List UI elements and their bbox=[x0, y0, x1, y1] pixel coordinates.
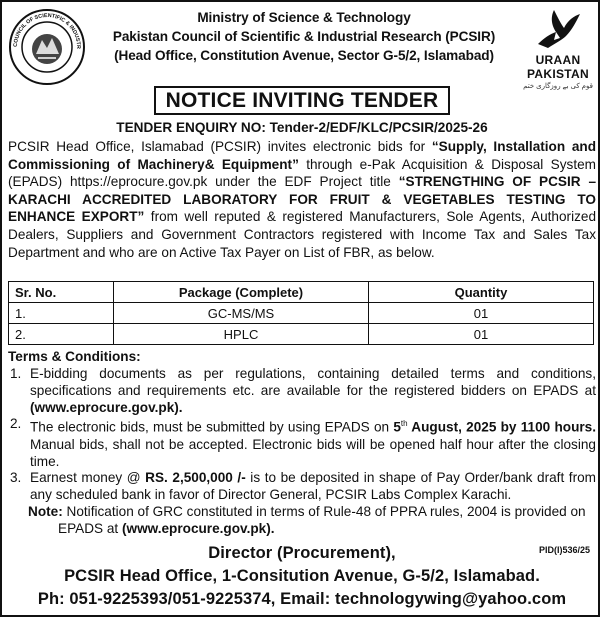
intro-bold-2: “STRENGTHING OF PCSIR –KARACHI ACCREDITED LABORATORY FOR FRUIT & VEGETABLES TESTING TO ENHANCE EXPORT” bbox=[8, 174, 597, 225]
term-text: is to be deposited in shape of Pay Order/bank draft from any scheduled bank in favor of Director General, PCSIR Labs Complex Karachi. bbox=[30, 470, 596, 503]
intro-bold-1: “Supply, Installation and Commissioning of Machinery& Equipment” bbox=[8, 139, 596, 172]
eagle-icon bbox=[534, 8, 582, 52]
table-header-row bbox=[9, 282, 594, 303]
note-label: Note: bbox=[28, 503, 63, 519]
row-package: GC-MS/MS bbox=[114, 303, 369, 324]
tender-enquiry-no: TENDER ENQUIRY NO: Tender-2/EDF/KLC/PCSIR/2025-26 bbox=[116, 120, 488, 135]
intro-text-2: through e-Pak Acquisition & Disposal System (EPADS) https://eprocure.gov.pk under the EDF Project title bbox=[8, 156, 596, 190]
term-text: The electronic bids, must be submitted by using EPADS on bbox=[30, 419, 394, 435]
term-item bbox=[8, 366, 596, 416]
seal-text: COUNCIL OF SCIENTIFIC & INDUSTR bbox=[12, 12, 82, 49]
term-item bbox=[8, 470, 596, 504]
footer-contact: Ph: 051-9225393/051-9225374, Email: technologywing@yahoo.com bbox=[37, 590, 567, 608]
header-sr-no: Sr. No. bbox=[9, 282, 114, 303]
term-text: Earnest money @ bbox=[30, 470, 146, 486]
uraan-pakistan-logo bbox=[518, 8, 598, 92]
title-wrap bbox=[2, 86, 600, 115]
council-name: Pakistan Council of Scientific & Industrial Research (PCSIR) bbox=[112, 29, 496, 44]
footer-block bbox=[2, 542, 600, 611]
intro-paragraph bbox=[8, 138, 596, 261]
term-text: E-bidding documents as per regulations, containing detailed terms and conditions, specifications and requirements etc. are available for the registered bidders on EPADS at bbox=[30, 366, 596, 398]
header-package: Package (Complete) bbox=[114, 282, 369, 303]
deadline-day-suffix: th bbox=[400, 419, 408, 429]
header-quantity: Quantity bbox=[369, 282, 594, 303]
header-block bbox=[94, 8, 514, 65]
logo-pakistan: PAKISTAN bbox=[527, 67, 589, 81]
row-quantity: 01 bbox=[369, 324, 594, 345]
footer-director: Director (Procurement), bbox=[208, 544, 396, 562]
row-quantity: 01 bbox=[369, 303, 594, 324]
term-number: 2. bbox=[10, 416, 22, 432]
notice-title: NOTICE INVITING TENDER bbox=[154, 86, 451, 115]
terms-heading: Terms & Conditions: bbox=[8, 349, 141, 364]
note bbox=[8, 504, 596, 538]
term-text: Manual bids, shall not be accepted. Electronic bids will be opened half hour after the closing time. bbox=[30, 436, 596, 469]
pid-number: PID(I)536/25 bbox=[538, 545, 590, 555]
term-item bbox=[8, 416, 596, 470]
deadline-date: August, 2025 by 1100 hours. bbox=[407, 419, 596, 435]
row-package: HPLC bbox=[114, 324, 369, 345]
epads-link-text: (www.eprocure.gov.pk). bbox=[30, 399, 183, 415]
term-number: 1. bbox=[10, 366, 22, 381]
logo-urdu-tagline: قوم کی بے روزگاری ختم bbox=[523, 83, 593, 90]
terms-list bbox=[8, 366, 596, 538]
table-row bbox=[9, 324, 594, 345]
intro-text-3: from well reputed & registered Manufacturers, Sole Agents, Authorized Dealers, Suppliers and Government Contractors registered with Income Tax and Sales Tax Department and who are on Active Tax Payer on List of FBR, as below. bbox=[8, 209, 597, 260]
footer-address: PCSIR Head Office, 1-Consitution Avenue, G-5/2, Islamabad. bbox=[64, 567, 540, 585]
term-number: 3. bbox=[10, 470, 22, 486]
row-sr-no: 1. bbox=[9, 303, 114, 324]
intro-text-1: PCSIR Head Office, Islamabad (PCSIR) invites electronic bids for bbox=[8, 139, 432, 154]
head-office-address: (Head Office, Constitution Avenue, Sector G-5/2, Islamabad) bbox=[114, 48, 494, 63]
note-text: Notification of GRC constituted in terms of Rule-48 of PPRA rules, 2004 is provided on EPADS at bbox=[58, 503, 586, 536]
deadline-day: 5 bbox=[393, 419, 401, 435]
ministry-name: Ministry of Science & Technology bbox=[197, 10, 411, 25]
pcsir-seal-logo bbox=[8, 8, 86, 86]
row-sr-no: 2. bbox=[9, 324, 114, 345]
earnest-money-amount: RS. 2,500,000 /- bbox=[145, 470, 246, 486]
note-link-text: (www.eprocure.gov.pk). bbox=[121, 520, 275, 536]
table-row bbox=[9, 303, 594, 324]
package-table bbox=[8, 281, 594, 345]
logo-uraan: URAAN bbox=[535, 53, 581, 67]
